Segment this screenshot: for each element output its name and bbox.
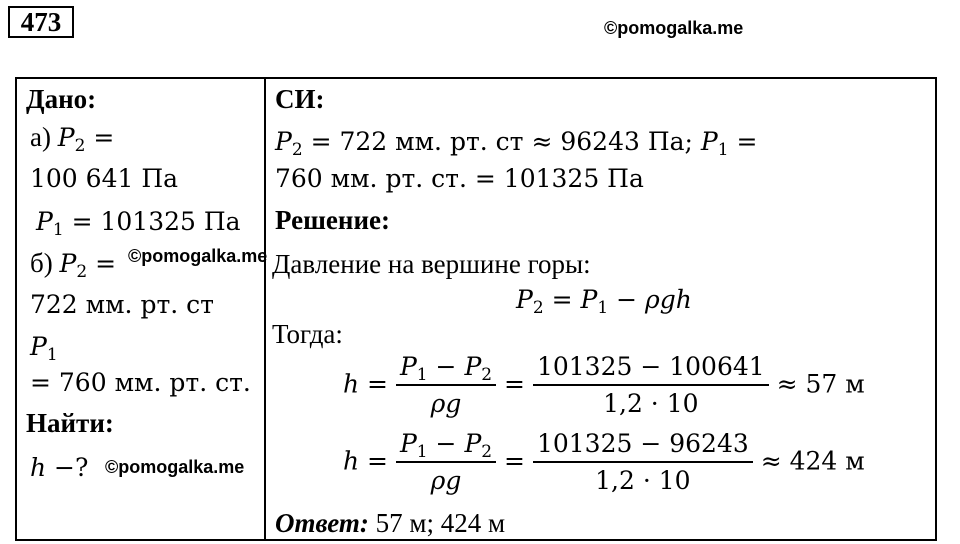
result-2: ≈ 424 м xyxy=(760,446,865,476)
column-divider xyxy=(264,77,266,541)
given-b-p2-value: 722 мм. рт. ст xyxy=(30,290,215,319)
answer xyxy=(275,507,505,539)
given-a-p2-value: 100 641 Па xyxy=(30,164,179,193)
solution-intro: Давление на вершине горы: xyxy=(272,249,591,279)
given-a-p1: $P_1 = 101325$ Па xyxy=(36,207,241,240)
calc-line-1: h = $\frac{P_1 - P_2}{\rho g}$ = $\frac{101325 - 100641}{1,2 \cdot 10}$ ≈ 57 м xyxy=(343,350,865,422)
si-line-2: 760 мм. рт. ст. = 101325 Па xyxy=(275,164,644,193)
result-1: ≈ 57 м xyxy=(776,369,865,399)
watermark: ©pomogalka.me xyxy=(604,18,744,38)
given-a-prefix: а) xyxy=(30,122,51,152)
answer-label: Ответ: xyxy=(275,508,369,538)
find-value: ℎ −? xyxy=(30,453,89,482)
solution-then: Тогда: xyxy=(272,319,343,349)
fraction-values-1: $\frac{101325 - 100641}{1,2 \cdot 10}$ xyxy=(533,350,769,422)
find-title: Найти: xyxy=(26,408,114,438)
solution-title: Решение: xyxy=(275,205,390,235)
fraction-formula-2: $\frac{P_1 - P_2}{\rho g}$ xyxy=(396,427,496,499)
problem-number: 473 xyxy=(8,6,74,38)
formula-pressure: $P_2 = P_1 - \rho gh$ xyxy=(516,285,692,318)
given-b-p2: б) $P_2$ = xyxy=(30,248,117,282)
si-title: СИ: xyxy=(275,84,325,114)
given-b-prefix: б) xyxy=(30,248,53,278)
fraction-formula-1: $\frac{P_1 - P_2}{\rho g}$ xyxy=(396,350,496,422)
calc-line-2: h = $\frac{P_1 - P_2}{\rho g}$ = $\frac{101325 - 96243}{1,2 \cdot 10}$ ≈ 424 м xyxy=(343,427,865,499)
given-title: Дано: xyxy=(26,84,97,114)
given-a-p2: а) $P_2$ = xyxy=(30,122,115,156)
fraction-values-2: $\frac{101325 - 96243}{1,2 \cdot 10}$ xyxy=(533,427,753,499)
given-b-p1-value: = 760 мм. рт. ст. xyxy=(30,368,251,397)
watermark-left-bottom: ©pomogalka.me xyxy=(105,457,245,477)
watermark-left-middle: ©pomogalka.me xyxy=(128,246,268,266)
answer-value: 57 м; 424 м xyxy=(375,508,506,538)
given-b-p1-label: $P_1$ xyxy=(30,332,58,365)
si-line-1: $P_2 = 722$ мм. рт. ст ≈ 96243 Па; $P_1$ = xyxy=(275,127,758,160)
